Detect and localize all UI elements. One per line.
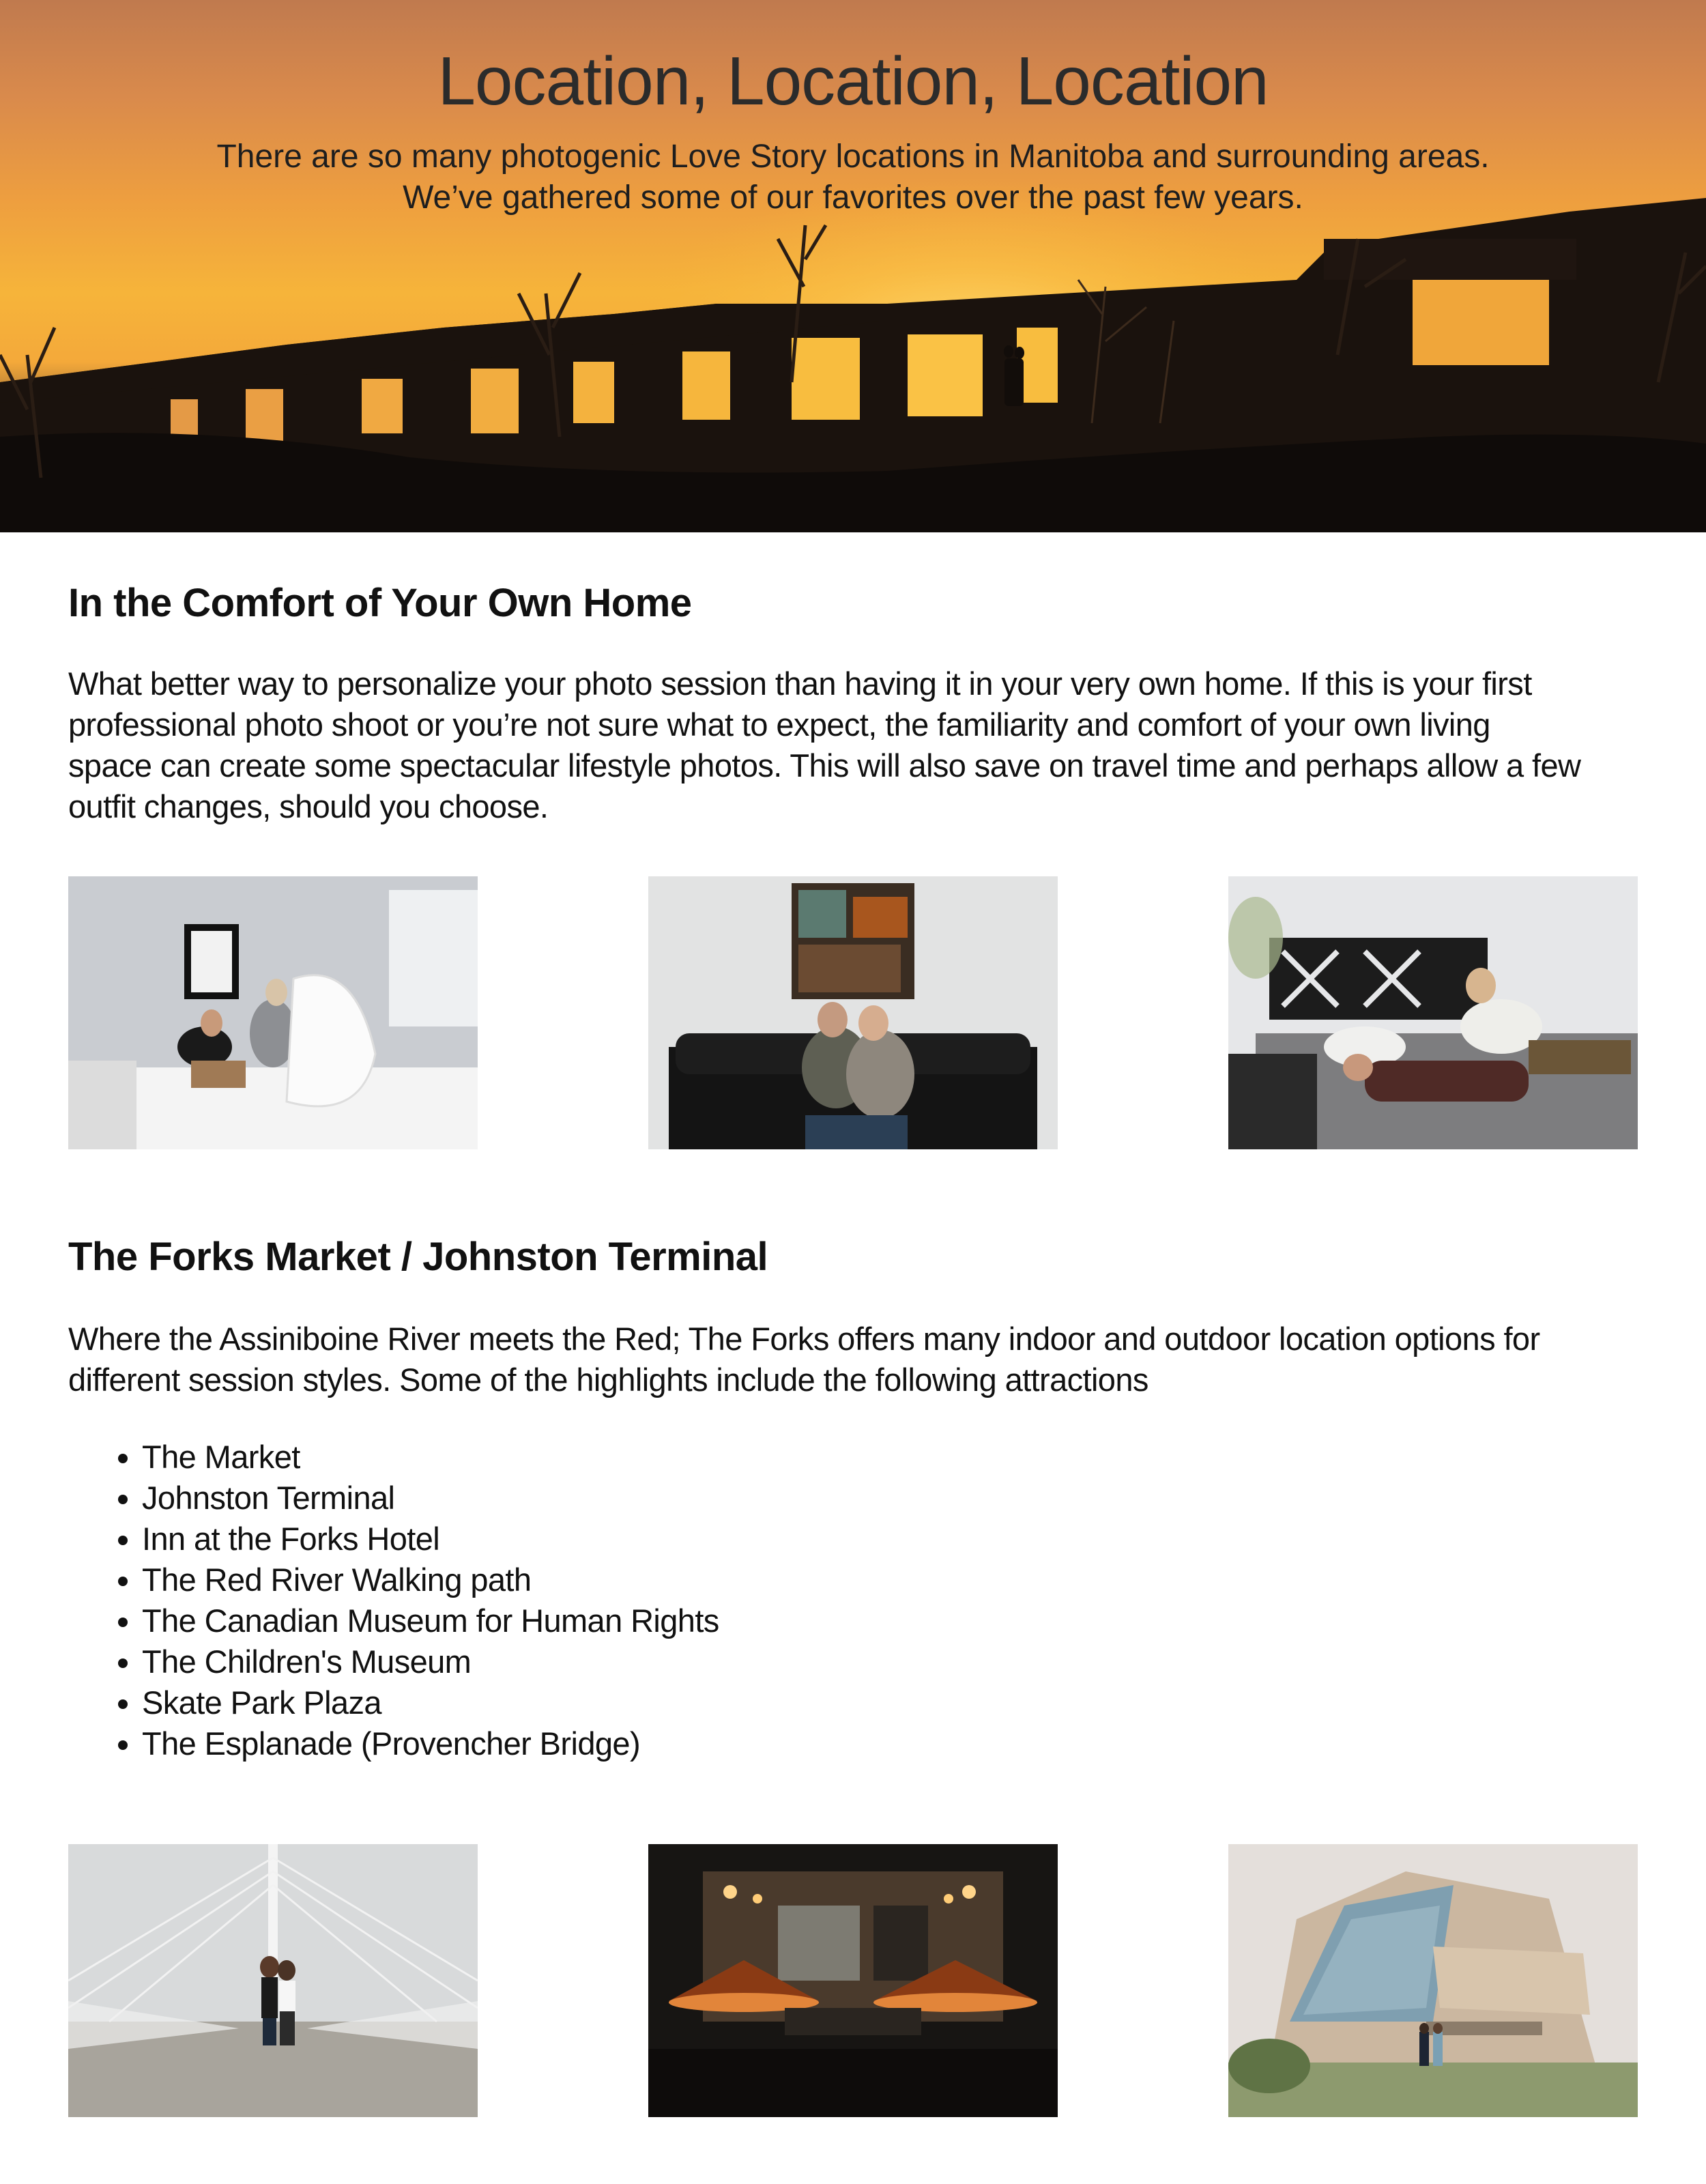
list-item: • The Canadian Museum for Human Rights — [142, 1600, 719, 1641]
section-heading-forks: The Forks Market / Johnston Terminal — [68, 1235, 768, 1279]
photo-bed-couple — [1228, 876, 1638, 1149]
attractions-list — [96, 1437, 719, 1764]
hero-banner — [0, 0, 1706, 532]
photo-bridge-couple — [68, 1844, 478, 2117]
photo-bedroom-couple — [68, 876, 478, 1149]
hero-subtitle-line: There are so many photogenic Love Story locations in Manitoba and surrounding areas. — [216, 139, 1490, 175]
photo-living-room-couple — [648, 876, 1058, 1149]
paragraph-line: Where the Assiniboine River meets the Red; The Forks offers many indoor and outdoor location options for — [68, 1321, 1540, 1357]
hero-subtitle — [0, 136, 1706, 218]
list-item: • The Red River Walking path — [142, 1560, 719, 1600]
hero-subtitle-line: We’ve gathered some of our favorites over the past few years. — [403, 179, 1303, 216]
list-item: • Johnston Terminal — [142, 1478, 719, 1519]
paragraph-line: What better way to personalize your photo session than having it in your very own home. If this is your first — [68, 665, 1532, 702]
list-item: • The Esplanade (Provencher Bridge) — [142, 1723, 719, 1764]
page-title: Location, Location, Location — [437, 43, 1269, 119]
section-forks-text — [68, 1319, 1658, 1400]
paragraph-line: different session styles. Some of the highlights include the following attractions — [68, 1362, 1148, 1398]
paragraph-line: outfit changes, should you choose. — [68, 788, 549, 824]
list-item: • Inn at the Forks Hotel — [142, 1519, 719, 1560]
section-home-text — [68, 663, 1658, 827]
paragraph-line: space can create some spectacular lifestyle photos. This will also save on travel time and perhaps allow a few — [68, 747, 1581, 784]
paragraph-line: professional photo shoot or you’re not sure what to expect, the familiarity and comfort of your own living — [68, 706, 1490, 743]
photo-museum-human-rights — [1228, 1844, 1638, 2117]
section-heading-home: In the Comfort of Your Own Home — [68, 581, 692, 625]
list-item: • The Market — [142, 1437, 719, 1478]
list-item: • The Children's Museum — [142, 1641, 719, 1682]
photo-johnston-terminal — [648, 1844, 1058, 2117]
list-item: • Skate Park Plaza — [142, 1682, 719, 1723]
